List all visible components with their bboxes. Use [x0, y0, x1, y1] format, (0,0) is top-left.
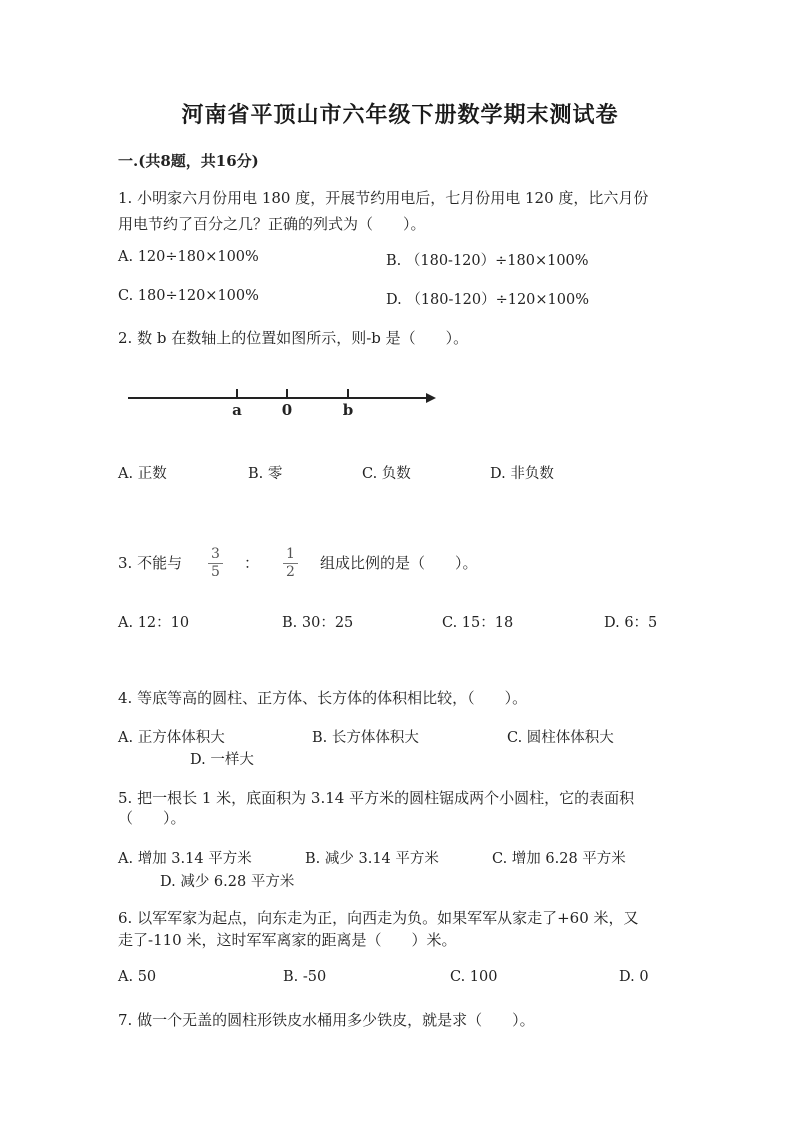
question-6-line-1: 6. 以军军家为起点，向东走为正，向西走为负。如果军军从家走了+60 米，又 — [118, 909, 639, 927]
fraction-one-half — [283, 546, 298, 581]
question-5-option-c: C. 增加 6.28 平方米 — [492, 851, 626, 867]
question-1-line-2: 用电节约了百分之几？正确的列式为（ ）。 — [118, 215, 426, 233]
question-1-line-1: 1. 小明家六月份用电 180 度，开展节约用电后，七月份用电 120 度，比六月份 — [118, 189, 649, 207]
question-5-option-d: D. 减少 6.28 平方米 — [160, 874, 295, 890]
question-3-option-d: D. 6：5 — [604, 615, 658, 631]
question-3-option-b: B. 30：25 — [282, 615, 354, 631]
label-a: a — [232, 401, 242, 419]
question-5-option-b: B. 减少 3.14 平方米 — [305, 851, 439, 867]
question-4-option-a: A. 正方体体积大 — [118, 730, 225, 746]
fraction-2-denominator: 2 — [286, 564, 295, 580]
question-2-option-b: B. 零 — [248, 466, 283, 482]
question-5-line-2: （ ）。 — [118, 809, 186, 827]
fraction-1-numerator: 3 — [208, 546, 223, 564]
section-heading: 一.(共8题，共16分) — [118, 152, 259, 170]
question-4-option-c: C. 圆柱体体积大 — [507, 730, 614, 746]
question-1-option-b: B. （180-120）÷180×100% — [386, 253, 589, 269]
question-7-text: 7. 做一个无盖的圆柱形铁皮水桶用多少铁皮，就是求（ ）。 — [118, 1011, 535, 1029]
question-4-option-d: D. 一样大 — [190, 752, 254, 768]
question-4-option-b: B. 长方体体积大 — [312, 730, 419, 746]
question-6-option-d: D. 0 — [619, 969, 649, 985]
page-title: 河南省平顶山市六年级下册数学期末测试卷 — [181, 102, 619, 128]
question-2-option-c: C. 负数 — [362, 466, 411, 482]
question-3-suffix: 组成比例的是（ ）。 — [320, 554, 478, 572]
fraction-1-denominator: 5 — [211, 564, 220, 580]
question-5-line-1: 5. 把一根长 1 米，底面积为 3.14 平方米的圆柱锯成两个小圆柱，它的表面积 — [118, 789, 635, 807]
fraction-three-fifths — [208, 546, 223, 581]
question-2-option-d: D. 非负数 — [490, 466, 554, 482]
question-3-prefix: 3. 不能与 — [118, 554, 183, 572]
question-3-option-a: A. 12：10 — [118, 615, 190, 631]
label-zero: 0 — [281, 401, 293, 419]
question-6-line-2: 走了-110 米，这时军军离家的距离是（ ）米。 — [118, 931, 457, 949]
label-b: b — [342, 401, 354, 419]
fraction-2-numerator: 1 — [283, 546, 298, 564]
question-6-option-c: C. 100 — [450, 969, 498, 985]
question-6-option-a: A. 50 — [118, 969, 157, 985]
number-line-figure — [124, 382, 444, 422]
number-line-arrow — [426, 393, 436, 403]
question-1-option-a: A. 120÷180×100% — [118, 249, 259, 265]
question-6-option-b: B. -50 — [283, 969, 327, 985]
question-2-option-a: A. 正数 — [118, 466, 167, 482]
question-1-option-d: D. （180-120）÷120×100% — [386, 292, 590, 308]
question-5-option-a: A. 增加 3.14 平方米 — [118, 851, 252, 867]
question-4-text: 4. 等底等高的圆柱、正方体、长方体的体积相比较，（ ）。 — [118, 689, 528, 707]
question-2-text: 2. 数 b 在数轴上的位置如图所示，则-b 是（ ）。 — [118, 329, 469, 347]
ratio-colon: ： — [244, 554, 260, 572]
question-3-option-c: C. 15：18 — [442, 615, 514, 631]
question-1-option-c: C. 180÷120×100% — [118, 288, 259, 304]
